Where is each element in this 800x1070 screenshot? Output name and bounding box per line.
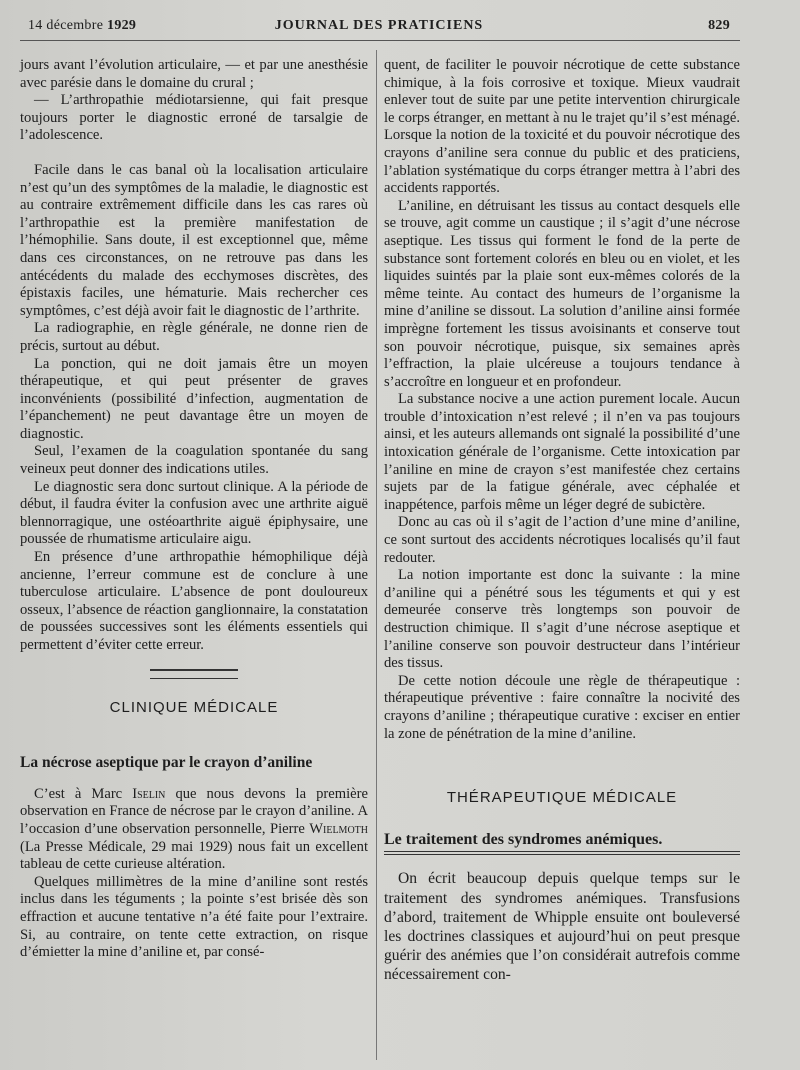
paragraph: En présence d’une arthropathie hémophilique déjà ancienne, l’erreur commune est de conclure à une tuberculose articulaire. L’absence de pont douloureux osseux, l’absence de réaction ganglionnaire, la constatation de poussées successives sont les éléments essentiels qui permettent d’éviter cette erreur. — [20, 549, 368, 653]
paragraph: jours avant l’évolution articulaire, — et par une anesthésie avec parésie dans le domaine du crural ; — [20, 57, 368, 91]
header-rule — [20, 40, 740, 41]
paragraph: Donc au cas où il s’agit de l’action d’une mine d’aniline, ce sont surtout des accidents nécrotiques localisés qu’il faut redouter. — [384, 514, 740, 566]
paragraph: La substance nocive a une action purement locale. Aucun trouble d’intoxication n’est relevé ; il n’en va pas toujours ainsi, et les auteurs allemands ont signalé la possibilité d’une intoxication générale de l’organisme. Cette intoxication par l’aniline en mine de crayon s’est manifestée chez certains sujets par de la fatigue générale, avec céphalée et inappétence, parfois même un léger degré de subictère. — [384, 391, 740, 513]
author-name: Iselin — [132, 785, 166, 802]
column-divider — [376, 50, 377, 1060]
paragraph: L’aniline, en détruisant les tissus au contact desquels elle se trouve, agit comme un caustique ; il s’agit d’une nécrose aseptique. Les tissus qui forment le fond de la perte de substance sont fortement colorés en bleu ou en violet, et les liquides suintés par la plaie sont eux-mêmes colorés de la même teinte. Au contact des humeurs de l’organisme la mine d’aniline se dissout. La solution d’aniline ainsi formée imprègne fortement les tissus avoisinants et conserve tout son pouvoir nécrotique, puisque, six semaines après l’effraction, la plaie ulcéreuse a toujours tendance à s’accroître en longueur et en profondeur. — [384, 197, 740, 390]
page-header — [28, 16, 730, 40]
paragraph: La ponction, qui ne doit jamais être un moyen thérapeutique, et qui peut présenter de graves inconvénients (possibilité d’infection, augmentation de l’épanchement) ne peut davantage être un moyen de diagnostic. — [20, 355, 368, 442]
paragraph: La radiographie, en règle générale, ne donne rien de précis, surtout au début. — [20, 320, 368, 354]
paragraph: De cette notion découle une règle de thérapeutique : thérapeutique préventive : faire connaître la nocivité des crayons d’aniline ; thérapeutique curative : exciser en entier la zone de pénétration de la mine d’aniline. — [384, 672, 740, 742]
paragraph: Quelques millimètres de la mine d’aniline sont restés inclus dans les téguments ; la pointe s’est brisée dès son effraction et aucune tentative n’a été faite pour l’extraire. Si, au contraire, on tente cette extraction, on risque d’émietter la mine d’aniline et, par consé- — [20, 873, 368, 961]
paragraph: La notion importante est donc la suivante : la mine d’aniline qui a pénétré sous les téguments et qui y est demeurée conserve très longtemps son pouvoir de destruction chimique. Il s’agit d’une nécrose aseptique et l’aniline conserve son pouvoir destructeur dans l’intérieur des tissus. — [384, 567, 740, 672]
article-title: La nécrose aseptique par le crayon d’aniline — [20, 754, 313, 772]
issue-date: 14 décembre 1929 — [28, 18, 137, 33]
left-column — [20, 57, 368, 962]
right-column — [384, 57, 740, 985]
section-title: CLINIQUE MÉDICALE — [109, 698, 279, 716]
author-name: Wielmoth — [309, 820, 368, 837]
journal-title: JOURNAL DES PRATICIENS — [274, 18, 484, 33]
paragraph: Facile dans le cas banal où la localisation articulaire n’est qu’un des symptômes de la maladie, le diagnostic est au contraire extrêmement difficile dans les cas rares où l’arthropathie est la première manifestation de l’hémophilie. Sans doute, il est exceptionnel que, même dans ces circonstances, on ne retrouve pas dans les antécédents du malade des ecchymoses discrètes, des épistaxis faciles, une hématurie. Mais rechercher ces symptômes, c’est déjà avoir fait le diagnostic de l’arthrite. — [20, 161, 368, 319]
paragraph: quent, de faciliter le pouvoir nécrotique de cette substance chimique, à la fois corrosive et toxique. Mieux vaudrait enlever tout de suite par une petite intervention chirurgicale le corps étranger, en mettant à nu le trajet qu’il s’est ménagé. Lorsque la notion de la toxicité et du pouvoir nécrotique des crayons d’aniline sera connue du public et des praticiens, l’ablation systématique du corps étranger mettra à l’abri des accidents rapportés. — [384, 57, 740, 197]
paragraph: Le diagnostic sera donc surtout clinique. A la période de début, il faudra éviter la confusion avec une arthrite aiguë blennorragique, une ostéoarthrite aiguë épiphysaire, une poussée de rhumatisme articulaire aigu. — [20, 478, 368, 548]
section-separator — [150, 669, 238, 679]
section-title: THÉRAPEUTIQUE MÉDICALE — [446, 789, 678, 807]
paragraph: On écrit beaucoup depuis quelque temps sur le traitement des syndromes anémiques. Transfusions d’abord, traitement de Whipple ensuite ont bouleversé les doctrines classiques et aujourd’hui on peut presque guérir des anémies que l’on considérait autrefois comme nécessairement con- — [384, 870, 740, 984]
paragraph: — L’arthropathie médiotarsienne, qui fait presque toujours porter le diagnostic erroné de tarsalgie de l’adolescence. — [20, 92, 368, 144]
page-number: 829 — [708, 18, 730, 33]
article-title: Le traitement des syndromes anémiques. — [384, 831, 740, 856]
paragraph: C’est à Marc Iselin que nous devons la première observation en France de nécrose par le crayon d’aniline. A l’occasion d’une observation personnelle, Pierre Wielmoth (La Presse Médicale, 29 mai 1929) nous fait un excellent tableau de cette curieuse altération. — [20, 785, 368, 873]
paragraph: Seul, l’examen de la coagulation spontanée du sang veineux peut donner des indications utiles. — [20, 443, 368, 478]
